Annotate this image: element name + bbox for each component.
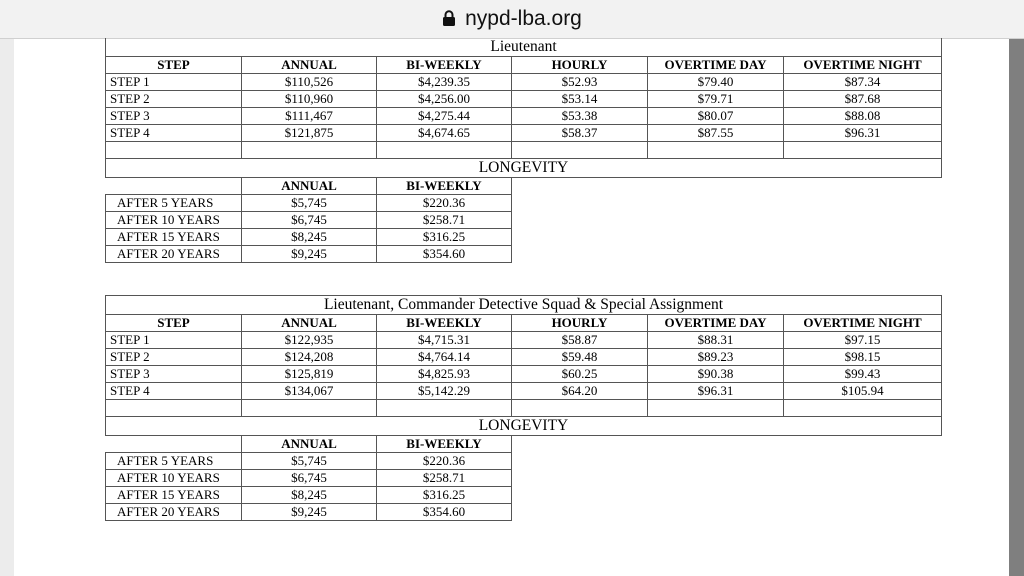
ot-day-cell: $89.23	[648, 349, 784, 366]
longevity-row	[106, 470, 942, 487]
longevity-header-row	[106, 178, 942, 195]
header-ot-night: OVERTIME NIGHT	[784, 315, 942, 332]
annual-cell: $6,745	[242, 212, 377, 229]
header-biweekly: BI-WEEKLY	[377, 436, 512, 453]
header-annual: ANNUAL	[242, 57, 377, 74]
longevity-label: AFTER 10 YEARS	[106, 212, 242, 229]
table-title: Lieutenant, Commander Detective Squad & Special Assignment	[106, 296, 942, 315]
header-ot-day: OVERTIME DAY	[648, 315, 784, 332]
longevity-row	[106, 212, 942, 229]
header-row	[106, 57, 942, 74]
ot-day-cell: $88.31	[648, 332, 784, 349]
header-ot-night: OVERTIME NIGHT	[784, 57, 942, 74]
ot-night-cell: $87.34	[784, 74, 942, 91]
step-cell: STEP 1	[106, 74, 242, 91]
longevity-label: AFTER 20 YEARS	[106, 504, 242, 521]
table-row	[106, 74, 942, 91]
header-hourly: HOURLY	[512, 57, 648, 74]
longevity-label: AFTER 10 YEARS	[106, 470, 242, 487]
address-bar[interactable]	[0, 0, 1024, 39]
hourly-cell: $59.48	[512, 349, 648, 366]
step-cell: STEP 2	[106, 91, 242, 108]
annual-cell: $5,745	[242, 195, 377, 212]
ot-day-cell: $80.07	[648, 108, 784, 125]
longevity-label: AFTER 5 YEARS	[106, 453, 242, 470]
biweekly-cell: $4,275.44	[377, 108, 512, 125]
longevity-label: AFTER 5 YEARS	[106, 195, 242, 212]
blank-row	[106, 400, 942, 417]
biweekly-cell: $354.60	[377, 246, 512, 263]
step-cell: STEP 3	[106, 108, 242, 125]
biweekly-cell: $316.25	[377, 487, 512, 504]
ot-night-cell: $88.08	[784, 108, 942, 125]
ot-night-cell: $87.68	[784, 91, 942, 108]
hourly-cell: $64.20	[512, 383, 648, 400]
annual-cell: $122,935	[242, 332, 377, 349]
longevity-label: AFTER 15 YEARS	[106, 229, 242, 246]
ot-night-cell: $97.15	[784, 332, 942, 349]
header-annual: ANNUAL	[242, 436, 377, 453]
header-annual: ANNUAL	[242, 315, 377, 332]
ot-day-cell: $87.55	[648, 125, 784, 142]
page-margin-right	[1009, 39, 1024, 576]
annual-cell: $110,960	[242, 91, 377, 108]
annual-cell: $124,208	[242, 349, 377, 366]
header-step: STEP	[106, 315, 242, 332]
biweekly-cell: $4,674.65	[377, 125, 512, 142]
biweekly-cell: $220.36	[377, 195, 512, 212]
salary-table-lieutenant	[105, 38, 942, 263]
header-hourly: HOURLY	[512, 315, 648, 332]
table-row	[106, 349, 942, 366]
step-cell: STEP 1	[106, 332, 242, 349]
annual-cell: $5,745	[242, 453, 377, 470]
biweekly-cell: $220.36	[377, 453, 512, 470]
longevity-row	[106, 195, 942, 212]
header-ot-day: OVERTIME DAY	[648, 57, 784, 74]
header-biweekly: BI-WEEKLY	[377, 57, 512, 74]
longevity-title: LONGEVITY	[106, 159, 942, 178]
table-row	[106, 332, 942, 349]
hourly-cell: $53.38	[512, 108, 648, 125]
annual-cell: $6,745	[242, 470, 377, 487]
header-biweekly: BI-WEEKLY	[377, 315, 512, 332]
longevity-row	[106, 246, 942, 263]
table-row	[106, 366, 942, 383]
table-row	[106, 91, 942, 108]
annual-cell: $9,245	[242, 504, 377, 521]
step-cell: STEP 2	[106, 349, 242, 366]
annual-cell: $111,467	[242, 108, 377, 125]
ot-day-cell: $79.71	[648, 91, 784, 108]
annual-cell: $134,067	[242, 383, 377, 400]
biweekly-cell: $354.60	[377, 504, 512, 521]
ot-night-cell: $99.43	[784, 366, 942, 383]
biweekly-cell: $258.71	[377, 470, 512, 487]
page-margin-left	[0, 39, 14, 576]
annual-cell: $9,245	[242, 246, 377, 263]
biweekly-cell: $316.25	[377, 229, 512, 246]
biweekly-cell: $258.71	[377, 212, 512, 229]
header-annual: ANNUAL	[242, 178, 377, 195]
table-title: Lieutenant	[106, 38, 942, 57]
annual-cell: $125,819	[242, 366, 377, 383]
header-biweekly: BI-WEEKLY	[377, 178, 512, 195]
lock-icon	[442, 10, 456, 26]
salary-table-lieutenant-cds	[105, 295, 942, 521]
biweekly-cell: $4,825.93	[377, 366, 512, 383]
table-row	[106, 383, 942, 400]
annual-cell: $8,245	[242, 487, 377, 504]
biweekly-cell: $4,239.35	[377, 74, 512, 91]
hourly-cell: $52.93	[512, 74, 648, 91]
longevity-label: AFTER 20 YEARS	[106, 246, 242, 263]
longevity-row	[106, 229, 942, 246]
ot-night-cell: $98.15	[784, 349, 942, 366]
header-step: STEP	[106, 57, 242, 74]
ot-day-cell: $90.38	[648, 366, 784, 383]
annual-cell: $121,875	[242, 125, 377, 142]
longevity-label: AFTER 15 YEARS	[106, 487, 242, 504]
biweekly-cell: $4,256.00	[377, 91, 512, 108]
step-cell: STEP 4	[106, 383, 242, 400]
biweekly-cell: $4,764.14	[377, 349, 512, 366]
header-row	[106, 315, 942, 332]
hourly-cell: $53.14	[512, 91, 648, 108]
hourly-cell: $58.37	[512, 125, 648, 142]
blank-row	[106, 142, 942, 159]
annual-cell: $8,245	[242, 229, 377, 246]
hourly-cell: $58.87	[512, 332, 648, 349]
longevity-header-row	[106, 436, 942, 453]
ot-day-cell: $79.40	[648, 74, 784, 91]
longevity-row	[106, 487, 942, 504]
table-row	[106, 108, 942, 125]
annual-cell: $110,526	[242, 74, 377, 91]
ot-night-cell: $105.94	[784, 383, 942, 400]
url-text: nypd-lba.org	[465, 7, 582, 30]
ot-day-cell: $96.31	[648, 383, 784, 400]
table-row	[106, 125, 942, 142]
biweekly-cell: $5,142.29	[377, 383, 512, 400]
longevity-row	[106, 453, 942, 470]
ot-night-cell: $96.31	[784, 125, 942, 142]
hourly-cell: $60.25	[512, 366, 648, 383]
biweekly-cell: $4,715.31	[377, 332, 512, 349]
step-cell: STEP 3	[106, 366, 242, 383]
step-cell: STEP 4	[106, 125, 242, 142]
longevity-row	[106, 504, 942, 521]
longevity-title: LONGEVITY	[106, 417, 942, 436]
